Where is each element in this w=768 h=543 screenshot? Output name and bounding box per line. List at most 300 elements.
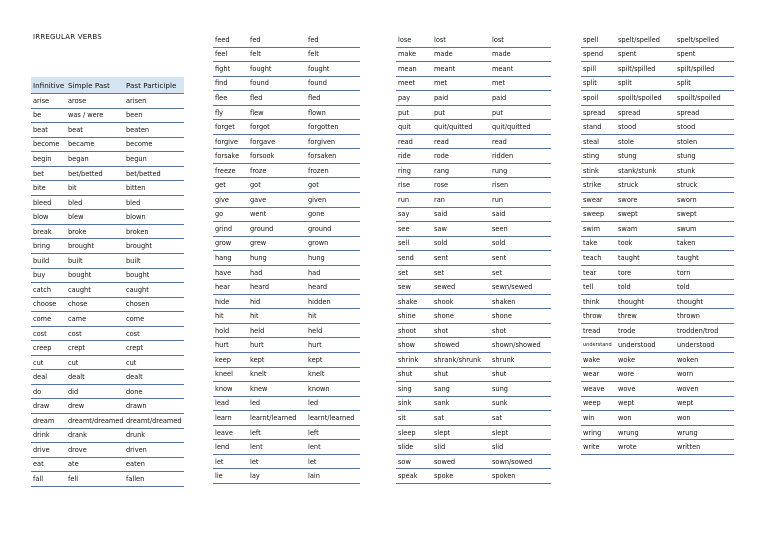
infinitive-cell: sleep bbox=[398, 428, 416, 437]
past-participle-cell: woken bbox=[677, 355, 699, 364]
simple-past-cell: heard bbox=[250, 283, 270, 292]
table-row bbox=[581, 353, 734, 368]
table-row bbox=[213, 469, 360, 484]
infinitive-cell: deal bbox=[33, 373, 48, 382]
simple-past-cell: had bbox=[250, 268, 263, 277]
past-participle-cell: frozen bbox=[308, 166, 329, 175]
infinitive-cell: hurt bbox=[215, 341, 229, 350]
table-row bbox=[396, 91, 551, 106]
infinitive-cell: rise bbox=[398, 181, 411, 190]
simple-past-cell: cost bbox=[68, 329, 82, 338]
table-row bbox=[581, 324, 734, 339]
simple-past-cell: began bbox=[68, 154, 89, 163]
table-row bbox=[31, 138, 184, 153]
infinitive-cell: dream bbox=[33, 416, 55, 425]
past-participle-cell: run bbox=[492, 195, 504, 204]
table-row bbox=[31, 327, 184, 342]
infinitive-cell: see bbox=[398, 224, 410, 233]
past-participle-cell: hurt bbox=[308, 341, 322, 350]
past-participle-cell: beaten bbox=[126, 125, 150, 134]
table-row bbox=[213, 280, 360, 295]
past-participle-cell: taken bbox=[677, 239, 696, 248]
table-row bbox=[213, 295, 360, 310]
infinitive-cell: do bbox=[33, 387, 42, 396]
past-participle-cell: paid bbox=[492, 93, 507, 102]
past-participle-cell: spoilt/spoiled bbox=[677, 93, 721, 102]
simple-past-cell: felt bbox=[250, 50, 261, 59]
table-row bbox=[396, 164, 551, 179]
simple-past-cell: beat bbox=[68, 125, 83, 134]
table-row bbox=[396, 77, 551, 92]
past-participle-cell: lent bbox=[308, 443, 321, 452]
past-participle-cell: cut bbox=[126, 358, 137, 367]
table-row bbox=[213, 120, 360, 135]
past-participle-cell: stood bbox=[677, 123, 696, 132]
table-row bbox=[396, 33, 551, 48]
infinitive-cell: bite bbox=[33, 184, 46, 193]
past-participle-cell: given bbox=[308, 195, 327, 204]
table-row bbox=[581, 222, 734, 237]
table-row bbox=[31, 443, 184, 458]
infinitive-cell: ride bbox=[398, 152, 411, 161]
past-participle-cell: met bbox=[492, 79, 506, 88]
table-row bbox=[31, 356, 184, 371]
verb-table-column-3 bbox=[396, 33, 551, 484]
simple-past-cell: thought bbox=[618, 297, 644, 306]
table-row bbox=[396, 106, 551, 121]
simple-past-cell: froze bbox=[250, 166, 267, 175]
simple-past-cell: forsook bbox=[250, 152, 275, 161]
simple-past-cell: wore bbox=[618, 370, 635, 379]
simple-past-cell: sewed bbox=[434, 283, 456, 292]
table-row bbox=[396, 411, 551, 426]
simple-past-cell: understood bbox=[618, 341, 656, 350]
simple-past-cell: drank bbox=[68, 431, 87, 440]
simple-past-cell: let bbox=[250, 457, 259, 466]
table-row bbox=[581, 382, 734, 397]
past-participle-cell: broken bbox=[126, 227, 149, 236]
past-participle-cell: spilt/spilled bbox=[677, 64, 715, 73]
simple-past-cell: bled bbox=[68, 198, 83, 207]
infinitive-cell: shut bbox=[398, 370, 413, 379]
simple-past-cell: led bbox=[250, 399, 261, 408]
infinitive-cell: break bbox=[33, 227, 52, 236]
table-row bbox=[213, 440, 360, 455]
past-participle-cell: eaten bbox=[126, 460, 145, 469]
infinitive-cell: tear bbox=[583, 268, 597, 277]
infinitive-cell: tread bbox=[583, 326, 601, 335]
infinitive-cell: meet bbox=[398, 79, 416, 88]
simple-past-cell: forgave bbox=[250, 137, 276, 146]
simple-past-cell: spread bbox=[618, 108, 641, 117]
simple-past-cell: taught bbox=[618, 253, 640, 262]
table-row bbox=[581, 295, 734, 310]
simple-past-cell: won bbox=[618, 413, 632, 422]
past-participle-cell: bet/betted bbox=[126, 169, 161, 178]
past-participle-cell: gone bbox=[308, 210, 325, 219]
past-participle-cell: sold bbox=[492, 239, 506, 248]
past-participle-cell: forgiven bbox=[308, 137, 336, 146]
infinitive-cell: catch bbox=[33, 285, 52, 294]
table-row bbox=[581, 135, 734, 150]
simple-past-cell: sowed bbox=[434, 457, 456, 466]
table-row bbox=[581, 178, 734, 193]
simple-past-cell: crept bbox=[68, 344, 86, 353]
infinitive-cell: sew bbox=[398, 283, 411, 292]
past-participle-cell: cost bbox=[126, 329, 140, 338]
infinitive-cell: drive bbox=[33, 445, 50, 454]
table-row bbox=[396, 193, 551, 208]
infinitive-cell: spell bbox=[583, 35, 599, 44]
table-row bbox=[396, 149, 551, 164]
past-participle-cell: swum bbox=[677, 224, 697, 233]
past-participle-cell: lain bbox=[308, 472, 320, 481]
simple-past-cell: shrank/shrunk bbox=[434, 355, 482, 364]
infinitive-cell: bet bbox=[33, 169, 44, 178]
simple-past-cell: drew bbox=[68, 402, 85, 411]
past-participle-cell: drunk bbox=[126, 431, 146, 440]
past-participle-cell: let bbox=[308, 457, 317, 466]
simple-past-cell: knew bbox=[250, 384, 268, 393]
table-row bbox=[31, 196, 184, 211]
infinitive-cell: leave bbox=[215, 428, 233, 437]
past-participle-cell: hung bbox=[308, 253, 325, 262]
infinitive-cell: blow bbox=[33, 213, 49, 222]
past-participle-cell: thought bbox=[677, 297, 703, 306]
past-participle-cell: brought bbox=[126, 242, 152, 251]
table-row bbox=[31, 269, 184, 284]
infinitive-cell: let bbox=[215, 457, 224, 466]
infinitive-cell: lie bbox=[215, 472, 223, 481]
infinitive-cell: grow bbox=[215, 239, 232, 248]
table-row bbox=[396, 251, 551, 266]
simple-past-cell: wrung bbox=[618, 428, 639, 437]
simple-past-cell: spoilt/spoiled bbox=[618, 93, 662, 102]
infinitive-cell: draw bbox=[33, 402, 50, 411]
table-row bbox=[396, 426, 551, 441]
table-row bbox=[581, 120, 734, 135]
table-row bbox=[31, 254, 184, 269]
past-participle-cell: worn bbox=[677, 370, 694, 379]
simple-past-cell: swam bbox=[618, 224, 638, 233]
table-row bbox=[31, 109, 184, 124]
infinitive-cell: wring bbox=[583, 428, 602, 437]
past-participle-cell: forgotten bbox=[308, 123, 339, 132]
simple-past-cell: brought bbox=[68, 242, 94, 251]
table-row bbox=[396, 295, 551, 310]
table-row bbox=[213, 237, 360, 252]
past-participle-cell: sewn/sewed bbox=[492, 283, 533, 292]
table-row bbox=[396, 48, 551, 63]
past-participle-cell: shaken bbox=[492, 297, 516, 306]
table-row bbox=[396, 120, 551, 135]
simple-past-cell: threw bbox=[618, 312, 637, 321]
past-participle-cell: shut bbox=[492, 370, 507, 379]
past-participle-cell: set bbox=[492, 268, 503, 277]
infinitive-cell: lose bbox=[398, 35, 412, 44]
infinitive-cell: flee bbox=[215, 93, 228, 102]
infinitive-cell: send bbox=[398, 253, 414, 262]
infinitive-cell: spend bbox=[583, 50, 604, 59]
simple-past-cell: fell bbox=[68, 474, 79, 483]
table-row bbox=[213, 164, 360, 179]
simple-past-cell: ate bbox=[68, 460, 79, 469]
infinitive-cell: have bbox=[215, 268, 232, 277]
past-participle-cell: spelt/spelled bbox=[677, 35, 719, 44]
simple-past-cell: broke bbox=[68, 227, 87, 236]
simple-past-cell: slid bbox=[434, 443, 446, 452]
infinitive-cell: begin bbox=[33, 154, 52, 163]
infinitive-cell: lead bbox=[215, 399, 230, 408]
past-participle-cell: ground bbox=[308, 224, 332, 233]
past-participle-cell: slept bbox=[492, 428, 509, 437]
table-row bbox=[396, 368, 551, 383]
simple-past-cell: became bbox=[68, 140, 95, 149]
simple-past-cell: took bbox=[618, 239, 633, 248]
infinitive-cell: sink bbox=[398, 399, 412, 408]
infinitive-cell: cost bbox=[33, 329, 47, 338]
table-row bbox=[396, 338, 551, 353]
past-participle-cell: arisen bbox=[126, 96, 147, 105]
infinitive-cell: stink bbox=[583, 166, 599, 175]
table-row bbox=[213, 178, 360, 193]
simple-past-cell: stood bbox=[618, 123, 637, 132]
table-row bbox=[581, 208, 734, 223]
past-participle-cell: spoken bbox=[492, 472, 516, 481]
table-row bbox=[396, 324, 551, 339]
infinitive-cell: swim bbox=[583, 224, 601, 233]
table-row bbox=[396, 397, 551, 412]
simple-past-cell: set bbox=[434, 268, 445, 277]
simple-past-cell: tore bbox=[618, 268, 632, 277]
infinitive-cell: show bbox=[398, 341, 416, 350]
table-row bbox=[581, 33, 734, 48]
past-participle-cell: shrunk bbox=[492, 355, 515, 364]
past-participle-cell: said bbox=[492, 210, 506, 219]
table-row bbox=[213, 193, 360, 208]
past-participle-cell: sung bbox=[492, 384, 508, 393]
infinitive-cell: shake bbox=[398, 297, 418, 306]
past-participle-cell: meant bbox=[492, 64, 514, 73]
table-row bbox=[31, 429, 184, 444]
table-row bbox=[213, 382, 360, 397]
simple-past-cell: came bbox=[68, 314, 87, 323]
simple-past-cell: made bbox=[434, 50, 453, 59]
table-row bbox=[31, 298, 184, 313]
infinitive-cell: cut bbox=[33, 358, 44, 367]
past-participle-cell: blown bbox=[126, 213, 146, 222]
table-row bbox=[581, 426, 734, 441]
infinitive-cell: run bbox=[398, 195, 410, 204]
simple-past-cell: stung bbox=[618, 152, 637, 161]
past-participle-cell: torn bbox=[677, 268, 691, 277]
table-row bbox=[396, 309, 551, 324]
table-row bbox=[396, 440, 551, 455]
past-participle-cell: dealt bbox=[126, 373, 143, 382]
past-participle-cell: shone bbox=[492, 312, 512, 321]
past-participle-cell: heard bbox=[308, 283, 328, 292]
past-participle-cell: bought bbox=[126, 271, 150, 280]
table-row bbox=[213, 222, 360, 237]
infinitive-cell: teach bbox=[583, 253, 602, 262]
simple-past-cell: sold bbox=[434, 239, 448, 248]
past-participle-cell: made bbox=[492, 50, 511, 59]
table-row bbox=[31, 94, 184, 109]
simple-past-cell: saw bbox=[434, 224, 447, 233]
infinitive-cell: sweep bbox=[583, 210, 605, 219]
simple-past-cell: spelt/spelled bbox=[618, 35, 660, 44]
simple-past-cell: lost bbox=[434, 35, 446, 44]
past-participle-cell: fallen bbox=[126, 474, 145, 483]
verb-table-column-1 bbox=[31, 77, 184, 487]
simple-past-cell: lent bbox=[250, 443, 263, 452]
infinitive-cell: spread bbox=[583, 108, 606, 117]
simple-past-cell: met bbox=[434, 79, 448, 88]
table-row bbox=[213, 135, 360, 150]
infinitive-cell: put bbox=[398, 108, 409, 117]
table-row bbox=[396, 237, 551, 252]
past-participle-cell: drawn bbox=[126, 402, 147, 411]
table-row bbox=[213, 455, 360, 470]
infinitive-cell: forgive bbox=[215, 137, 238, 146]
table-row bbox=[31, 123, 184, 138]
simple-past-cell: trode bbox=[618, 326, 636, 335]
simple-past-cell: shut bbox=[434, 370, 449, 379]
past-participle-cell: stunk bbox=[677, 166, 696, 175]
table-row bbox=[396, 455, 551, 470]
simple-past-cell: hit bbox=[250, 312, 259, 321]
infinitive-cell: keep bbox=[215, 355, 231, 364]
past-participle-cell: understood bbox=[677, 341, 715, 350]
infinitive-cell: hit bbox=[215, 312, 224, 321]
infinitive-cell: wake bbox=[583, 355, 601, 364]
infinitive-cell: kneel bbox=[215, 370, 233, 379]
simple-past-cell: shook bbox=[434, 297, 454, 306]
infinitive-cell: wear bbox=[583, 370, 600, 379]
table-row bbox=[581, 309, 734, 324]
verb-table-column-2 bbox=[213, 33, 360, 484]
simple-past-cell: ran bbox=[434, 195, 445, 204]
table-row bbox=[213, 48, 360, 63]
infinitive-cell: become bbox=[33, 140, 60, 149]
infinitive-cell: stand bbox=[583, 123, 602, 132]
infinitive-cell: freeze bbox=[215, 166, 236, 175]
past-participle-cell: become bbox=[126, 140, 153, 149]
table-row bbox=[581, 368, 734, 383]
past-participle-cell: taught bbox=[677, 253, 699, 262]
simple-past-cell: learnt/learned bbox=[250, 413, 297, 422]
table-row bbox=[213, 266, 360, 281]
simple-past-cell: put bbox=[434, 108, 445, 117]
simple-past-cell: sat bbox=[434, 413, 445, 422]
past-participle-cell: been bbox=[126, 111, 143, 120]
past-participle-cell: chosen bbox=[126, 300, 150, 309]
infinitive-cell: build bbox=[33, 256, 50, 265]
header-infinitive: Infinitive bbox=[33, 80, 65, 90]
simple-past-cell: dealt bbox=[68, 373, 85, 382]
past-participle-cell: put bbox=[492, 108, 503, 117]
table-row bbox=[213, 62, 360, 77]
table-row bbox=[213, 309, 360, 324]
table-row bbox=[396, 469, 551, 484]
past-participle-cell: written bbox=[677, 443, 701, 452]
table-row bbox=[213, 324, 360, 339]
past-participle-cell: bitten bbox=[126, 184, 146, 193]
infinitive-cell: sell bbox=[398, 239, 410, 248]
infinitive-cell: sting bbox=[583, 152, 600, 161]
table-row bbox=[396, 382, 551, 397]
table-row bbox=[396, 222, 551, 237]
infinitive-cell: make bbox=[398, 50, 417, 59]
table-row bbox=[213, 149, 360, 164]
simple-past-cell: slept bbox=[434, 428, 451, 437]
simple-past-cell: caught bbox=[68, 285, 91, 294]
infinitive-cell: ring bbox=[398, 166, 411, 175]
infinitive-cell: take bbox=[583, 239, 598, 248]
past-participle-cell: dreamt/dreamed bbox=[126, 416, 182, 425]
table-row bbox=[581, 91, 734, 106]
infinitive-cell: come bbox=[33, 314, 52, 323]
infinitive-cell: understand bbox=[583, 342, 612, 349]
infinitive-cell: weep bbox=[583, 399, 601, 408]
simple-past-cell: spent bbox=[618, 50, 637, 59]
table-row bbox=[396, 62, 551, 77]
table-row bbox=[581, 338, 734, 353]
infinitive-cell: pay bbox=[398, 93, 411, 102]
simple-past-cell: went bbox=[250, 210, 267, 219]
simple-past-cell: blew bbox=[68, 213, 84, 222]
simple-past-cell: dreamt/dreamed bbox=[68, 416, 124, 425]
infinitive-cell: shine bbox=[398, 312, 416, 321]
table-row bbox=[31, 341, 184, 356]
table-row bbox=[581, 397, 734, 412]
infinitive-cell: fall bbox=[33, 474, 44, 483]
simple-past-cell: hung bbox=[250, 253, 267, 262]
table-row bbox=[396, 135, 551, 150]
past-participle-cell: caught bbox=[126, 285, 149, 294]
header-past-participle: Past Participle bbox=[126, 80, 177, 90]
past-participle-cell: found bbox=[308, 79, 327, 88]
past-participle-cell: spent bbox=[677, 50, 696, 59]
simple-past-cell: wove bbox=[618, 384, 636, 393]
past-participle-cell: fed bbox=[308, 35, 319, 44]
header-simple-past: Simple Past bbox=[68, 80, 110, 90]
infinitive-cell: hear bbox=[215, 283, 230, 292]
simple-past-cell: showed bbox=[434, 341, 460, 350]
infinitive-cell: give bbox=[215, 195, 229, 204]
simple-past-cell: hid bbox=[250, 297, 261, 306]
infinitive-cell: spoil bbox=[583, 93, 599, 102]
simple-past-cell: lay bbox=[250, 472, 260, 481]
infinitive-cell: eat bbox=[33, 460, 44, 469]
table-row bbox=[213, 106, 360, 121]
infinitive-cell: bring bbox=[33, 242, 51, 251]
simple-past-cell: split bbox=[618, 79, 632, 88]
infinitive-cell: tell bbox=[583, 283, 594, 292]
simple-past-cell: spoke bbox=[434, 472, 454, 481]
table-row bbox=[213, 411, 360, 426]
past-participle-cell: bled bbox=[126, 198, 141, 207]
table-row bbox=[31, 210, 184, 225]
table-row bbox=[581, 440, 734, 455]
past-participle-cell: come bbox=[126, 314, 145, 323]
table-row bbox=[31, 239, 184, 254]
simple-past-cell: sent bbox=[434, 253, 449, 262]
page-title: IRREGULAR VERBS bbox=[33, 33, 102, 41]
infinitive-cell: say bbox=[398, 210, 410, 219]
simple-past-cell: paid bbox=[434, 93, 449, 102]
infinitive-cell: write bbox=[583, 443, 600, 452]
